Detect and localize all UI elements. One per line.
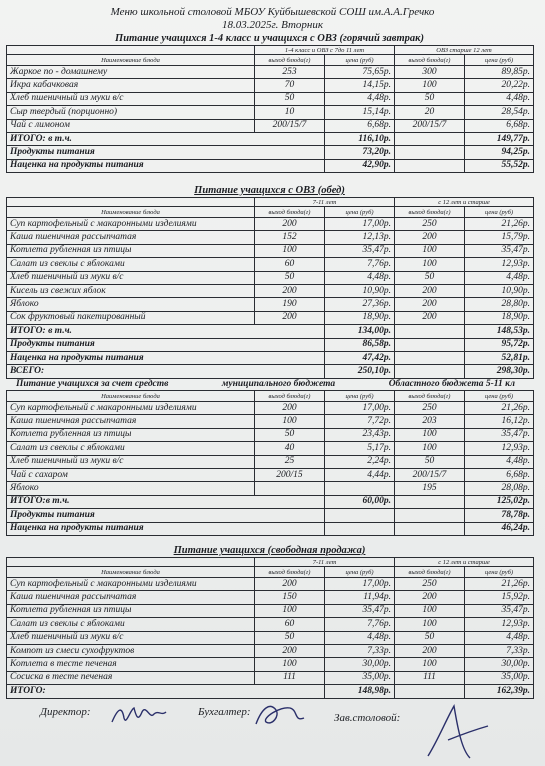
group-header-right: с 12 лет и старше (395, 558, 534, 567)
price-young (325, 482, 395, 495)
column-header-row (7, 391, 534, 402)
portion-young: 200/15/7 (255, 119, 325, 132)
portion-older: 250 (395, 578, 465, 591)
column-header: выход блюда(г) (395, 207, 465, 218)
total-row (7, 338, 534, 351)
group-header-row (7, 558, 534, 567)
section-free-sale (6, 545, 533, 699)
table-row (7, 468, 534, 481)
total-row (7, 351, 534, 364)
price-older: 28,54р. (465, 106, 534, 119)
dish-name: Салат из свеклы с яблоками (7, 258, 255, 271)
price-young: 14,15р. (325, 79, 395, 92)
portion-young: 150 (255, 591, 325, 604)
portion-older: 100 (395, 658, 465, 671)
total-older: 78,78р. (465, 509, 534, 522)
portion-older: 50 (395, 92, 465, 105)
lunch-ovz-table (6, 197, 534, 379)
column-header-row (7, 207, 534, 218)
total-blank (395, 159, 465, 172)
table-row (7, 482, 534, 495)
table-row (7, 455, 534, 468)
total-blank (395, 685, 465, 698)
table-row (7, 92, 534, 105)
total-young: 47,42р. (325, 351, 395, 364)
table-row (7, 631, 534, 644)
portion-older: 100 (395, 258, 465, 271)
dish-name: Икра кабачковая (7, 79, 255, 92)
table-row (7, 298, 534, 311)
total-row (7, 146, 534, 159)
portion-young: 60 (255, 618, 325, 631)
table-row (7, 66, 534, 79)
price-older: 10,90р. (465, 284, 534, 297)
dish-name: Котлета рубленная из птицы (7, 604, 255, 617)
group-header-left: 7-11 лет (255, 198, 395, 207)
portion-older: 200/15/7 (395, 468, 465, 481)
total-young: 42,90р. (325, 159, 395, 172)
portion-older: 50 (395, 631, 465, 644)
group-header-row (7, 46, 534, 55)
portion-older: 200/15/7 (395, 119, 465, 132)
table-row (7, 402, 534, 415)
group-header-right: с 12 лет и старше (395, 198, 534, 207)
dish-name: Каша пшеничная рассыпчатая (7, 231, 255, 244)
portion-young: 100 (255, 604, 325, 617)
column-header: цена (руб) (465, 55, 534, 66)
price-young: 35,00р. (325, 671, 395, 684)
section-budget (6, 378, 533, 536)
portion-young: 200 (255, 311, 325, 324)
group-header-blank (7, 198, 255, 207)
dish-name: Каша пшеничная рассыпчатая (7, 415, 255, 428)
dish-name: Суп картофельный с макаронными изделиями (7, 578, 255, 591)
budget-table (6, 390, 534, 536)
portion-young: 100 (255, 415, 325, 428)
portion-older: 200 (395, 644, 465, 657)
dish-name: Компот из смеси сухофруктов (7, 644, 255, 657)
portion-young: 60 (255, 258, 325, 271)
total-label: ИТОГО: в т.ч. (7, 132, 325, 145)
group-header-right: ОВЗ старше 12 лет (395, 46, 534, 55)
table-row (7, 591, 534, 604)
portion-older: 200 (395, 231, 465, 244)
total-blank (395, 509, 465, 522)
portion-young: 50 (255, 428, 325, 441)
dish-name: Хлеб пшеничный из муки в/с (7, 631, 255, 644)
portion-young (255, 482, 325, 495)
portion-young: 200 (255, 218, 325, 231)
portion-older: 250 (395, 402, 465, 415)
table-row (7, 218, 534, 231)
price-older: 28,80р. (465, 298, 534, 311)
table-row (7, 618, 534, 631)
price-older: 15,92р. (465, 591, 534, 604)
dish-name: Сосиска в тесте печеная (7, 671, 255, 684)
total-young: 250,10р. (325, 365, 395, 378)
total-older: 52,81р. (465, 351, 534, 364)
total-row (7, 159, 534, 172)
price-older: 28,08р. (465, 482, 534, 495)
price-young: 4,48р. (325, 631, 395, 644)
portion-older: 200 (395, 591, 465, 604)
total-blank (395, 132, 465, 145)
dish-name: Котлета рубленная из птицы (7, 428, 255, 441)
total-blank (395, 351, 465, 364)
section-title: Питание учащихся (свободная продажа) (173, 545, 366, 556)
table-row (7, 578, 534, 591)
portion-older: 100 (395, 428, 465, 441)
price-young: 10,90р. (325, 284, 395, 297)
price-older: 18,90р. (465, 311, 534, 324)
table-row (7, 244, 534, 257)
table-row (7, 119, 534, 132)
column-header: Наименование блюда (7, 55, 255, 66)
total-row (7, 495, 534, 508)
dish-name: Хлеб пшеничный из муки в/с (7, 455, 255, 468)
column-header: цена (руб) (325, 567, 395, 578)
table-row (7, 442, 534, 455)
portion-young: 10 (255, 106, 325, 119)
dish-name: Яблоко (7, 482, 255, 495)
price-older: 35,47р. (465, 428, 534, 441)
portion-young: 100 (255, 244, 325, 257)
section-lunch-ovz (6, 185, 533, 379)
total-older: 148,53р. (465, 325, 534, 338)
director-signature (108, 700, 168, 728)
price-older: 89,85р. (465, 66, 534, 79)
price-young: 35,47р. (325, 244, 395, 257)
section-title: Питание учащихся за счет средств муниципального бюджета Областного бюджета 5-11 кл (16, 379, 515, 389)
table-row (7, 644, 534, 657)
column-header: выход блюда(г) (255, 391, 325, 402)
director-label: Директор: (40, 706, 91, 718)
total-label: Продукты питания (7, 338, 325, 351)
group-header-row (7, 198, 534, 207)
total-blank (395, 338, 465, 351)
dish-name: Чай с лимоном (7, 119, 255, 132)
portion-young: 200 (255, 284, 325, 297)
price-older: 12,93р. (465, 442, 534, 455)
total-older: 94,25р. (465, 146, 534, 159)
price-older: 21,26р. (465, 578, 534, 591)
price-older: 7,33р. (465, 644, 534, 657)
price-young: 5,17р. (325, 442, 395, 455)
dish-name: Хлеб пшеничный из муки в/с (7, 92, 255, 105)
dish-name: Салат из свеклы с яблоками (7, 618, 255, 631)
column-header: выход блюда(г) (395, 55, 465, 66)
group-header-blank (7, 558, 255, 567)
price-older: 4,48р. (465, 92, 534, 105)
column-header-row (7, 55, 534, 66)
total-row (7, 325, 534, 338)
price-young: 12,13р. (325, 231, 395, 244)
price-young: 75,65р. (325, 66, 395, 79)
price-older: 12,93р. (465, 618, 534, 631)
price-young: 17,00р. (325, 578, 395, 591)
portion-older: 111 (395, 671, 465, 684)
table-row (7, 271, 534, 284)
portion-young: 200 (255, 578, 325, 591)
column-header: цена (руб) (465, 207, 534, 218)
dish-name: Кисель из свежих яблок (7, 284, 255, 297)
total-label: Продукты питания (7, 146, 325, 159)
portion-young: 253 (255, 66, 325, 79)
price-young: 4,48р. (325, 92, 395, 105)
price-young: 27,36р. (325, 298, 395, 311)
group-header-left: 7-11 лет (255, 558, 395, 567)
accountant-label: Бухгалтер: (198, 706, 251, 718)
portion-young: 200 (255, 644, 325, 657)
portion-older: 100 (395, 244, 465, 257)
total-row (7, 132, 534, 145)
price-older: 21,26р. (465, 218, 534, 231)
price-young: 17,00р. (325, 218, 395, 231)
price-young: 30,00р. (325, 658, 395, 671)
column-header: цена (руб) (325, 207, 395, 218)
price-older: 30,00р. (465, 658, 534, 671)
column-header: Наименование блюда (7, 391, 255, 402)
total-label: ВСЕГО: (7, 365, 325, 378)
price-older: 35,00р. (465, 671, 534, 684)
total-label: ИТОГО:в т.ч. (7, 495, 325, 508)
section-title: Питание учащихся с ОВЗ (обед) (194, 185, 345, 196)
portion-older: 200 (395, 284, 465, 297)
free-sale-table (6, 557, 534, 699)
total-blank (395, 495, 465, 508)
portion-older: 100 (395, 442, 465, 455)
price-older: 35,47р. (465, 244, 534, 257)
dish-name: Салат из свеклы с яблоками (7, 442, 255, 455)
portion-older: 195 (395, 482, 465, 495)
accountant-signature (250, 698, 310, 732)
dish-name: Котлета рубленная из птицы (7, 244, 255, 257)
section-title: Питание учащихся 1-4 класс и учащихся с ОВЗ (горячий завтрак) (115, 33, 424, 44)
dish-name: Яблоко (7, 298, 255, 311)
total-young: 60,00р. (325, 495, 395, 508)
table-row (7, 671, 534, 684)
dish-name: Хлеб пшеничный из муки в/с (7, 271, 255, 284)
table-row (7, 284, 534, 297)
total-row (7, 365, 534, 378)
table-row (7, 258, 534, 271)
price-older: 15,79р. (465, 231, 534, 244)
portion-older: 100 (395, 79, 465, 92)
total-row (7, 509, 534, 522)
price-older: 4,48р. (465, 455, 534, 468)
portion-older: 203 (395, 415, 465, 428)
total-young: 86,58р. (325, 338, 395, 351)
price-young: 18,90р. (325, 311, 395, 324)
total-older: 125,02р. (465, 495, 534, 508)
dish-name: Каша пшеничная рассыпчатая (7, 591, 255, 604)
price-older: 6,68р. (465, 468, 534, 481)
total-young: 116,10р. (325, 132, 395, 145)
portion-older: 100 (395, 618, 465, 631)
breakfast-table (6, 45, 534, 173)
portion-young: 200/15 (255, 468, 325, 481)
total-blank (395, 522, 465, 535)
total-label: ИТОГО: (7, 685, 325, 698)
group-header-blank (7, 46, 255, 55)
document-title: Меню школьной столовой МБОУ Куйбышевской СОШ им.А.А.Гречко (110, 6, 435, 18)
total-row (7, 522, 534, 535)
canteen-label: Зав.столовой: (334, 712, 401, 724)
portion-older: 50 (395, 271, 465, 284)
total-label: ИТОГО: в т.ч. (7, 325, 325, 338)
table-row (7, 604, 534, 617)
column-header: цена (руб) (325, 55, 395, 66)
price-young: 2,24р. (325, 455, 395, 468)
group-header-left: 1-4 класс и ОВЗ с 7до 11 лет (255, 46, 395, 55)
document-date: 18.03.2025г. Вторник (221, 19, 324, 31)
total-young (325, 522, 395, 535)
price-older: 21,26р. (465, 402, 534, 415)
total-older: 162,39р. (465, 685, 534, 698)
dish-name: Чай с сахаром (7, 468, 255, 481)
total-older: 55,52р. (465, 159, 534, 172)
column-header: выход блюда(г) (395, 391, 465, 402)
total-blank (395, 146, 465, 159)
price-young: 7,33р. (325, 644, 395, 657)
price-older: 4,48р. (465, 631, 534, 644)
portion-older: 200 (395, 311, 465, 324)
table-row (7, 311, 534, 324)
total-label: Наценка на продукты питания (7, 159, 325, 172)
price-older: 6,68р. (465, 119, 534, 132)
price-young: 6,68р. (325, 119, 395, 132)
canteen-signature (418, 700, 498, 760)
price-young: 4,48р. (325, 271, 395, 284)
portion-young: 190 (255, 298, 325, 311)
total-young: 73,20р. (325, 146, 395, 159)
column-header: выход блюда(г) (255, 567, 325, 578)
table-row (7, 79, 534, 92)
price-young: 4,44р. (325, 468, 395, 481)
total-blank (395, 365, 465, 378)
portion-older: 100 (395, 604, 465, 617)
price-young: 35,47р. (325, 604, 395, 617)
price-young: 11,94р. (325, 591, 395, 604)
table-row (7, 106, 534, 119)
price-young: 7,72р. (325, 415, 395, 428)
total-older: 95,72р. (465, 338, 534, 351)
total-young (325, 509, 395, 522)
column-header: Наименование блюда (7, 207, 255, 218)
section-breakfast (6, 33, 533, 173)
dish-name: Сыр твердый (порционно) (7, 106, 255, 119)
price-young: 7,76р. (325, 258, 395, 271)
total-young: 148,98р. (325, 685, 395, 698)
price-young: 15,14р. (325, 106, 395, 119)
column-header: выход блюда(г) (255, 207, 325, 218)
portion-older: 300 (395, 66, 465, 79)
dish-name: Жаркое по - домашнему (7, 66, 255, 79)
portion-young: 152 (255, 231, 325, 244)
price-young: 7,76р. (325, 618, 395, 631)
total-young: 134,00р. (325, 325, 395, 338)
portion-young: 100 (255, 658, 325, 671)
price-older: 16,12р. (465, 415, 534, 428)
total-label: Продукты питания (7, 509, 325, 522)
portion-older: 250 (395, 218, 465, 231)
price-older: 12,93р. (465, 258, 534, 271)
price-older: 4,48р. (465, 271, 534, 284)
table-row (7, 415, 534, 428)
dish-name: Суп картофельный с макаронными изделиями (7, 218, 255, 231)
portion-older: 20 (395, 106, 465, 119)
portion-young: 40 (255, 442, 325, 455)
portion-young: 70 (255, 79, 325, 92)
total-row (7, 685, 534, 698)
price-older: 35,47р. (465, 604, 534, 617)
total-label: Наценка на продукты питания (7, 522, 325, 535)
dish-name: Котлета в тесте печеная (7, 658, 255, 671)
column-header: цена (руб) (465, 391, 534, 402)
price-older: 20,22р. (465, 79, 534, 92)
table-row (7, 231, 534, 244)
portion-young: 50 (255, 631, 325, 644)
total-label: Наценка на продукты питания (7, 351, 325, 364)
column-header-row (7, 567, 534, 578)
column-header: выход блюда(г) (395, 567, 465, 578)
portion-older: 200 (395, 298, 465, 311)
column-header: цена (руб) (465, 567, 534, 578)
column-header: цена (руб) (325, 391, 395, 402)
total-older: 298,30р. (465, 365, 534, 378)
price-young: 23,43р. (325, 428, 395, 441)
column-header: выход блюда(г) (255, 55, 325, 66)
table-row (7, 428, 534, 441)
price-young: 17,00р. (325, 402, 395, 415)
total-older: 149,77р. (465, 132, 534, 145)
dish-name: Сок фруктовый пакетированный (7, 311, 255, 324)
portion-young: 50 (255, 92, 325, 105)
portion-older: 50 (395, 455, 465, 468)
total-older: 46,24р. (465, 522, 534, 535)
table-row (7, 658, 534, 671)
portion-young: 200 (255, 402, 325, 415)
total-blank (395, 325, 465, 338)
portion-young: 50 (255, 271, 325, 284)
column-header: Наименование блюда (7, 567, 255, 578)
portion-young: 111 (255, 671, 325, 684)
dish-name: Суп картофельный с макаронными изделиями (7, 402, 255, 415)
portion-young: 25 (255, 455, 325, 468)
